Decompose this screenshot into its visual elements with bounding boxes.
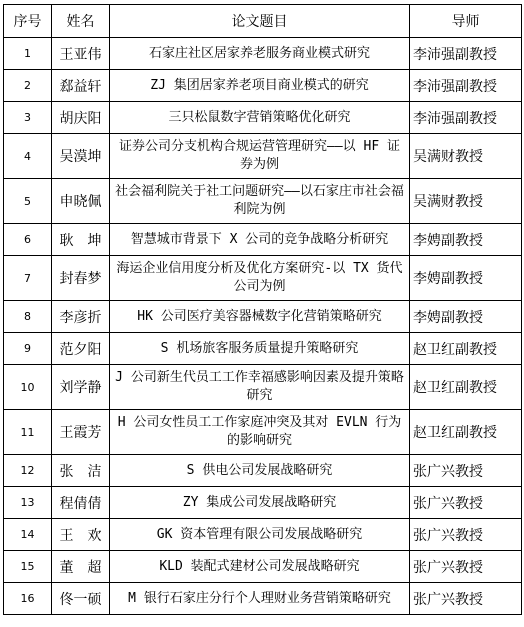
header-title: 论文题目 [110, 5, 410, 38]
thesis-title: H 公司女性员工工作家庭冲突及其对 EVLN 行为的影响研究 [110, 410, 410, 455]
advisor-name: 李沛强副教授 [410, 70, 522, 102]
header-advisor: 导师 [410, 5, 522, 38]
advisor-name: 李娉副教授 [410, 301, 522, 333]
thesis-title: ZY 集成公司发展战略研究 [110, 487, 410, 519]
advisor-name: 李沛强副教授 [410, 38, 522, 70]
advisor-name: 张广兴教授 [410, 551, 522, 583]
advisor-name: 赵卫红副教授 [410, 365, 522, 410]
row-number: 15 [4, 551, 52, 583]
student-name: 范夕阳 [52, 333, 110, 365]
advisor-name: 赵卫红副教授 [410, 333, 522, 365]
table-row [4, 519, 522, 551]
row-number: 3 [4, 102, 52, 134]
thesis-title: S 供电公司发展战略研究 [110, 455, 410, 487]
table-header [4, 5, 522, 38]
student-name: 郄益轩 [52, 70, 110, 102]
table-row [4, 134, 522, 179]
thesis-title: ZJ 集团居家养老项目商业模式的研究 [110, 70, 410, 102]
student-name: 张 洁 [52, 455, 110, 487]
thesis-title: J 公司新生代员工工作幸福感影响因素及提升策略研究 [110, 365, 410, 410]
student-name: 刘学静 [52, 365, 110, 410]
table-row [4, 410, 522, 455]
thesis-title: GK 资本管理有限公司发展战略研究 [110, 519, 410, 551]
table-row [4, 487, 522, 519]
advisor-name: 吴满财教授 [410, 134, 522, 179]
advisor-name: 李娉副教授 [410, 256, 522, 301]
thesis-title: M 银行石家庄分行个人理财业务营销策略研究 [110, 583, 410, 615]
row-number: 13 [4, 487, 52, 519]
advisor-name: 张广兴教授 [410, 583, 522, 615]
row-number: 16 [4, 583, 52, 615]
row-number: 11 [4, 410, 52, 455]
table-row [4, 256, 522, 301]
advisor-name: 张广兴教授 [410, 487, 522, 519]
student-name: 耿 坤 [52, 224, 110, 256]
student-name: 李彦折 [52, 301, 110, 333]
advisor-name: 李沛强副教授 [410, 102, 522, 134]
student-name: 吴漠坤 [52, 134, 110, 179]
student-name: 胡庆阳 [52, 102, 110, 134]
thesis-title: 社会福利院关于社工问题研究——以石家庄市社会福利院为例 [110, 179, 410, 224]
advisor-name: 张广兴教授 [410, 455, 522, 487]
row-number: 5 [4, 179, 52, 224]
header-row [4, 5, 522, 38]
student-name: 王亚伟 [52, 38, 110, 70]
header-name: 姓名 [52, 5, 110, 38]
student-name: 王 欢 [52, 519, 110, 551]
table-row [4, 583, 522, 615]
advisor-name: 张广兴教授 [410, 519, 522, 551]
row-number: 6 [4, 224, 52, 256]
student-name: 王霞芳 [52, 410, 110, 455]
table-row [4, 179, 522, 224]
student-name: 申晓佩 [52, 179, 110, 224]
row-number: 8 [4, 301, 52, 333]
table-row [4, 224, 522, 256]
student-name: 董 超 [52, 551, 110, 583]
table-row [4, 301, 522, 333]
thesis-title: KLD 装配式建材公司发展战略研究 [110, 551, 410, 583]
student-name: 程倩倩 [52, 487, 110, 519]
table-row [4, 365, 522, 410]
row-number: 4 [4, 134, 52, 179]
thesis-table [3, 4, 522, 615]
table-row [4, 333, 522, 365]
advisor-name: 李娉副教授 [410, 224, 522, 256]
student-name: 封春梦 [52, 256, 110, 301]
table-row [4, 70, 522, 102]
student-name: 佟一硕 [52, 583, 110, 615]
thesis-title: 石家庄社区居家养老服务商业模式研究 [110, 38, 410, 70]
thesis-title: 三只松鼠数字营销策略优化研究 [110, 102, 410, 134]
thesis-title: 智慧城市背景下 X 公司的竞争战略分析研究 [110, 224, 410, 256]
row-number: 14 [4, 519, 52, 551]
table-row [4, 551, 522, 583]
thesis-title: HK 公司医疗美容器械数字化营销策略研究 [110, 301, 410, 333]
row-number: 2 [4, 70, 52, 102]
advisor-name: 赵卫红副教授 [410, 410, 522, 455]
row-number: 1 [4, 38, 52, 70]
table-body [4, 38, 522, 615]
table-row [4, 38, 522, 70]
advisor-name: 吴满财教授 [410, 179, 522, 224]
row-number: 12 [4, 455, 52, 487]
table-row [4, 455, 522, 487]
row-number: 7 [4, 256, 52, 301]
header-no: 序号 [4, 5, 52, 38]
thesis-title: 海运企业信用度分析及优化方案研究-以 TX 货代公司为例 [110, 256, 410, 301]
row-number: 10 [4, 365, 52, 410]
table-row [4, 102, 522, 134]
thesis-title: S 机场旅客服务质量提升策略研究 [110, 333, 410, 365]
thesis-title: 证券公司分支机构合规运营管理研究——以 HF 证券为例 [110, 134, 410, 179]
row-number: 9 [4, 333, 52, 365]
